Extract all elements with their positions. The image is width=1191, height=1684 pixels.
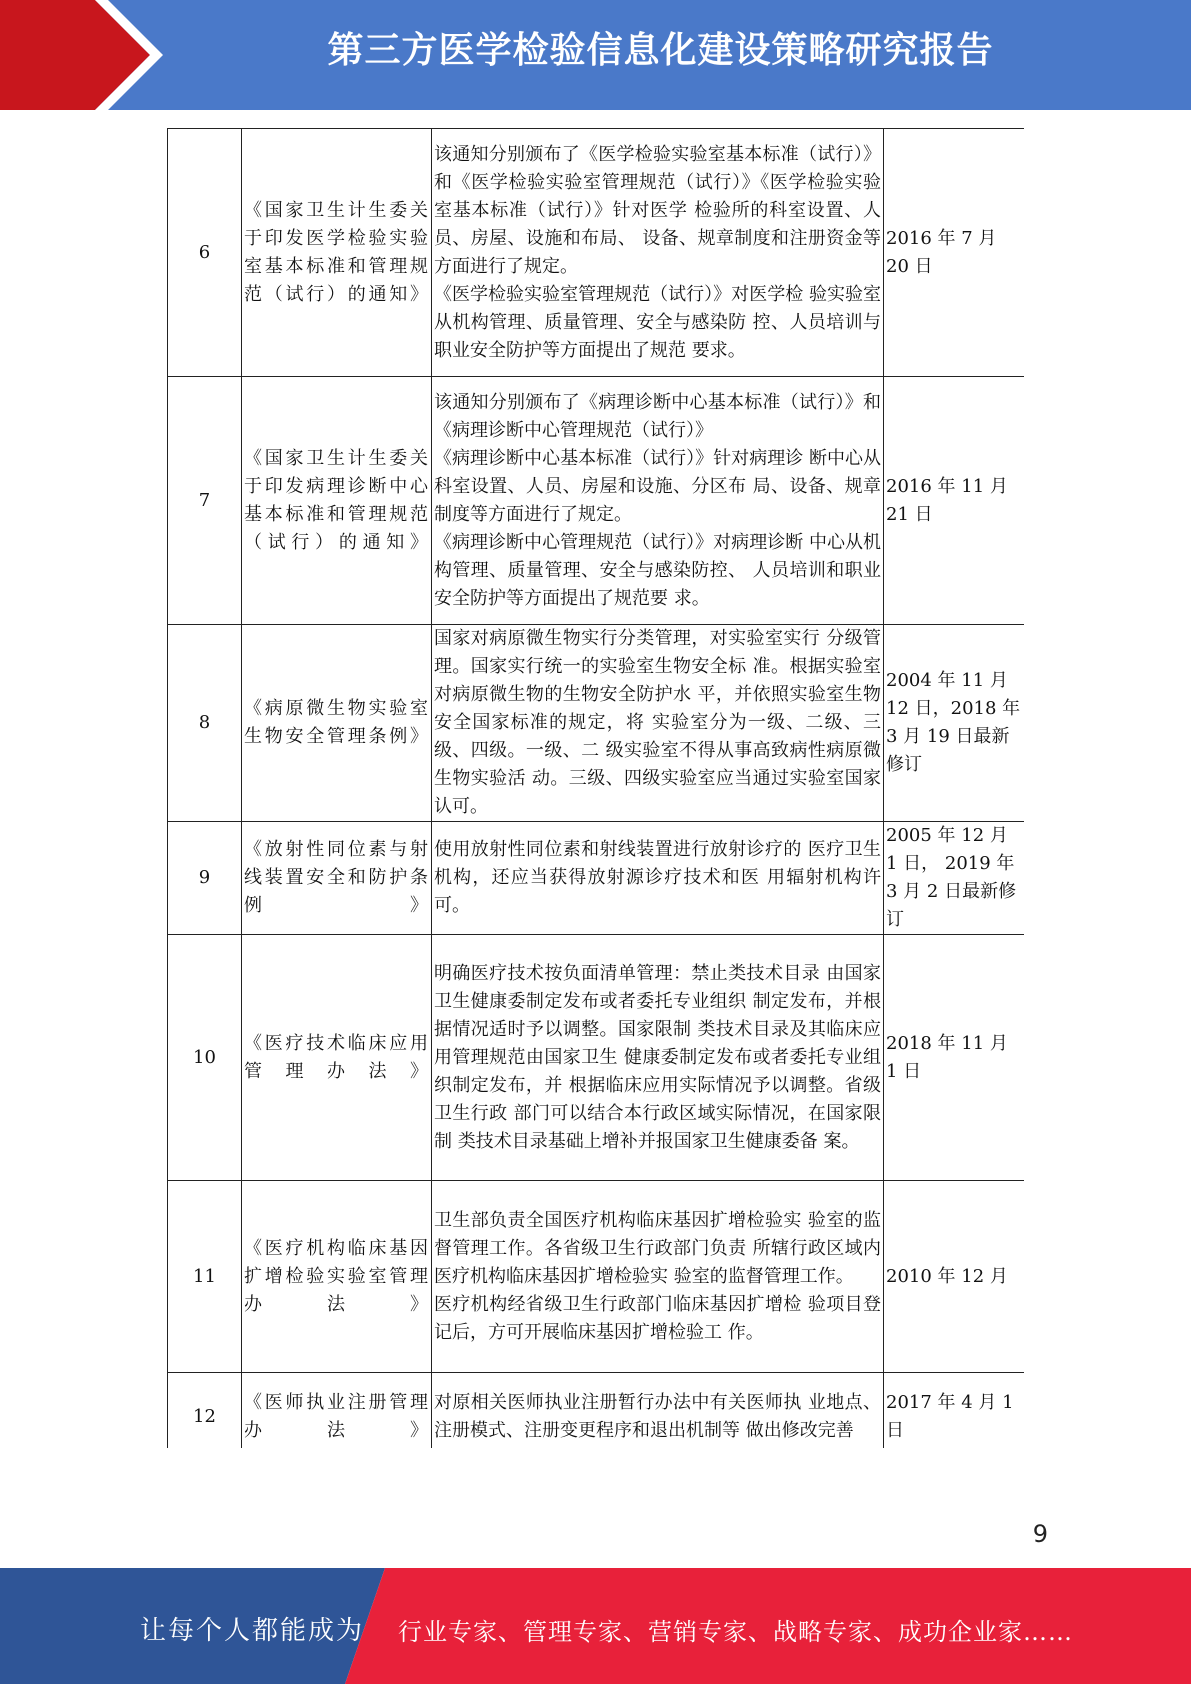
row-number: 6	[168, 129, 242, 377]
page-number: 9	[1032, 1520, 1048, 1548]
content-paragraph: 明确医疗技术按负面清单管理：禁止类技术目录 由国家卫生健康委制定发布或者委托专业组织 制定发布，并根据情况适时予以调整。国家限制 类技术目录及其临床应用管理规范由国家卫生 健康委制定发布或者委托专业组织制定发布，并 根据临床应用实际情况予以调整。省级卫生行政 部门可以结合本行政区域实际情况，在国家限制 类技术目录基础上增补并报国家卫生健康委备 案。	[434, 962, 881, 1152]
content-paragraph: 该通知分别颁布了《医学检验实验室基本标准（试行）》和《医学检验实验室管理规范（试行）》《医学检验实验室基本标准（试行）》针对医学 检验所的科室设置、人员、房屋、设施和布局、 设备、规章制度和注册资金等方面进行了规定。	[434, 143, 881, 277]
content-paragraph: 《病理诊断中心基本标准（试行）》针对病理诊 断中心从科室设置、人员、房屋和设施、分区布 局、设备、规章制度等方面进行了规定。	[434, 447, 881, 525]
regulation-name: 《国家卫生计生委关于印发病理诊断中心基本标准和管理规范（试行）的通知》	[242, 377, 432, 625]
content-paragraph: 《病理诊断中心管理规范（试行）》对病理诊断 中心从机构管理、质量管理、安全与感染防控、 人员培训和职业安全防护等方面提出了规范要 求。	[434, 531, 881, 609]
page-footer	[0, 1568, 1191, 1684]
table-row	[168, 377, 1025, 625]
content-paragraph: 对原相关医师执业注册暂行办法中有关医师执 业地点、注册模式、注册变更程序和退出机制等 做出修改完善	[434, 1391, 881, 1441]
page-header	[0, 0, 1191, 110]
issue-date: 2004 年 11 月 12 日，2018 年 3 月 19 日最新修订	[884, 625, 1025, 822]
regulation-name: 《放射性同位素与射线装置安全和防护条例》	[242, 822, 432, 935]
table-row	[168, 935, 1025, 1181]
footer-slogan-right: 行业专家、管理专家、营销专家、战略专家、成功企业家……	[398, 1618, 1073, 1646]
issue-date: 2018 年 11 月 1 日	[884, 935, 1025, 1181]
table-row	[168, 625, 1025, 822]
regulation-content	[432, 1373, 884, 1449]
regulation-name: 《国家卫生计生委关于印发医学检验实验室基本标准和管理规范（试行）的通知》	[242, 129, 432, 377]
row-number: 12	[168, 1373, 242, 1449]
issue-date: 2010 年 12 月	[884, 1181, 1025, 1373]
regulation-name: 《医师执业注册管理办法》	[242, 1373, 432, 1449]
table-row	[168, 1373, 1025, 1449]
regulation-content	[432, 129, 884, 377]
content-paragraph: 《医学检验实验室管理规范（试行）》对医学检 验实验室从机构管理、质量管理、安全与感染防 控、人员培训与职业安全防护等方面提出了规范 要求。	[434, 283, 881, 361]
content-paragraph: 该通知分别颁布了《病理诊断中心基本标准（试行）》和《病理诊断中心管理规范（试行）》	[434, 391, 881, 441]
issue-date: 2017 年 4 月 1 日	[884, 1373, 1025, 1449]
content-paragraph: 卫生部负责全国医疗机构临床基因扩增检验实 验室的监督管理工作。各省级卫生行政部门负责 所辖行政区域内医疗机构临床基因扩增检验实 验室的监督管理工作。	[434, 1209, 881, 1287]
regulations-table	[167, 128, 1024, 1448]
regulation-content	[432, 822, 884, 935]
regulation-content	[432, 935, 884, 1181]
regulations-table-container	[167, 128, 1024, 1448]
regulation-content	[432, 377, 884, 625]
row-number: 8	[168, 625, 242, 822]
row-number: 11	[168, 1181, 242, 1373]
regulation-content	[432, 1181, 884, 1373]
content-paragraph: 医疗机构经省级卫生行政部门临床基因扩增检 验项目登记后，方可开展临床基因扩增检验工 作。	[434, 1293, 881, 1343]
footer-slogan-left: 让每个人都能成为	[140, 1616, 365, 1646]
row-number: 7	[168, 377, 242, 625]
regulation-content	[432, 625, 884, 822]
regulation-name: 《医疗技术临床应用管理办法》	[242, 935, 432, 1181]
table-row	[168, 1181, 1025, 1373]
content-paragraph: 使用放射性同位素和射线装置进行放射诊疗的 医疗卫生机构，还应当获得放射源诊疗技术和医 用辐射机构许可。	[434, 839, 881, 916]
regulation-name: 《病原微生物实验室生物安全管理条例》	[242, 625, 432, 822]
table-row	[168, 129, 1025, 377]
row-number: 9	[168, 822, 242, 935]
regulation-name: 《医疗机构临床基因扩增检验实验室管理办法》	[242, 1181, 432, 1373]
issue-date: 2016 年 11 月 21 日	[884, 377, 1025, 625]
report-title: 第三方医学检验信息化建设策略研究报告	[327, 30, 994, 71]
issue-date: 2005 年 12 月 1 日， 2019 年 3 月 2 日最新修订	[884, 822, 1025, 935]
table-row	[168, 822, 1025, 935]
issue-date: 2016 年 7 月 20 日	[884, 129, 1025, 377]
content-paragraph: 国家对病原微生物实行分类管理，对实验室实行 分级管理。国家实行统一的实验室生物安全标 准。根据实验室对病原微生物的生物安全防护水 平，并依照实验室生物安全国家标准的规定，将 实验室分为一级、二级、三级、四级。一级、二 级实验室不得从事高致病性病原微生物实验活 动。三级、四级实验室应当通过实验室国家认可。	[434, 628, 881, 817]
row-number: 10	[168, 935, 242, 1181]
